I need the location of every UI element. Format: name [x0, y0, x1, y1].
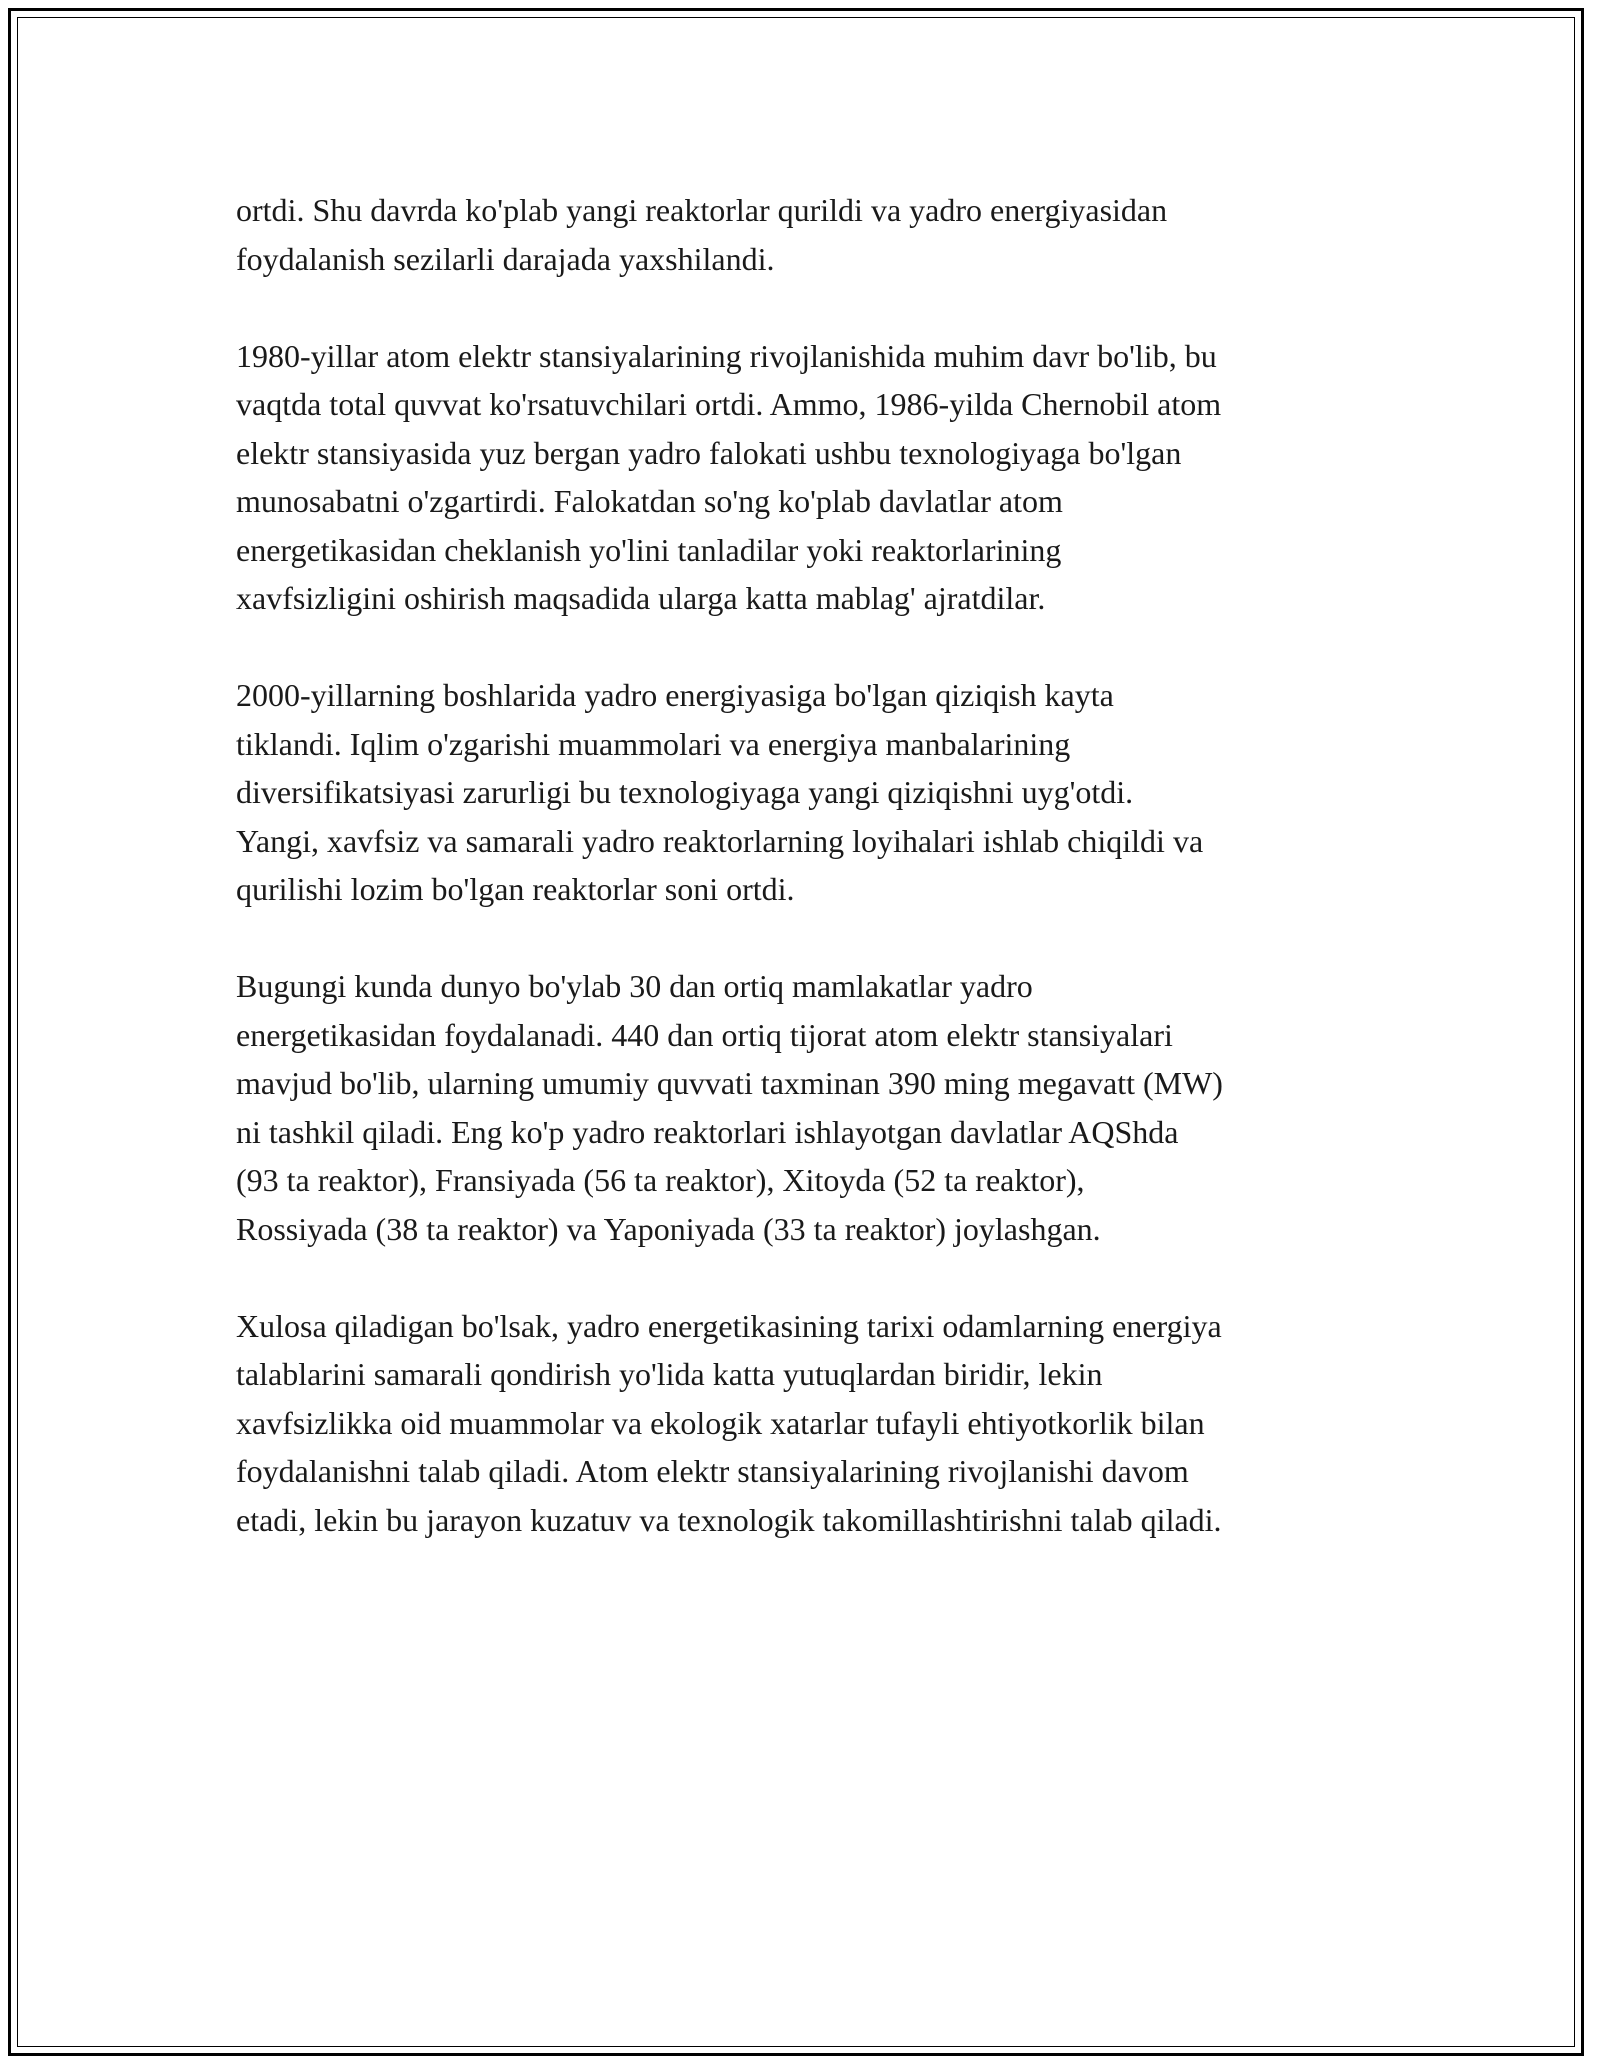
paragraph-2: 1980-yillar atom elektr stansiyalarining rivojlanishida muhim davr bo'lib, bu vaqtda total quvvat ko'rsatuvchilari ortdi. Ammo, 1986-yilda Chernobil atom elektr stansiyasida yuz bergan yadro falokati ushbu texnologiyaga bo'lgan munosabatni o'zgartirdi. Falokatdan so'ng ko'plab davlatlar atom energetikasidan cheklanish yo'lini tanladilar yoki reaktorlarining xavfsizligini oshirish maqsadida ularga katta mablag' ajratdilar. [236, 337, 1222, 616]
paragraph-4: Bugungi kunda dunyo bo'ylab 30 dan ortiq mamlakatlar yadro energetikasidan foydalanadi. 440 dan ortiq tijorat atom elektr stansiyalari mavjud bo'lib, ularning umumiy quvvati taxminan 390 ming megavatt (MW) ni tashkil qiladi. Eng ko'p yadro reaktorlari ishlayotgan davlatlar AQShda (93 ta reaktor), Fransiyada (56 ta reaktor), Xitoyda (52 ta reaktor), Rossiyada (38 ta reaktor) va Yaponiyada (33 ta reaktor) joylashgan. [236, 968, 1223, 1247]
paragraph-5: Xulosa qiladigan bo'lsak, yadro energetikasining tarixi odamlarning energiya talablarini samarali qondirish yo'lida katta yutuqlardan biridir, lekin xavfsizlikka oid muammolar va ekologik xatarlar tufayli ehtiyotkorlik bilan foydalanishni talab qiladi. Atom elektr stansiyalarining rivojlanishi davom etadi, lekin bu jarayon kuzatuv va texnologik takomillashtirishni talab qiladi. [236, 1307, 1222, 1538]
document-body [236, 186, 1376, 1593]
paragraph-1: ortdi. Shu davrda ko'plab yangi reaktorlar qurildi va yadro energiyasidan foydalanish sezilarli darajada yaxshilandi. [236, 192, 1168, 277]
paragraph-3: 2000-yillarning boshlarida yadro energiyasiga bo'lgan qiziqish kayta tiklandi. Iqlim o'zgarishi muammolari va energiya manbalarining diversifikatsiyasi zarurligi bu texnologiyaga yangi qiziqishni uyg'otdi. Yangi, xavfsiz va samarali yadro reaktorlarning loyihalari ishlab chiqildi va qurilishi lozim bo'lgan reaktorlar soni ortdi. [236, 677, 1204, 907]
